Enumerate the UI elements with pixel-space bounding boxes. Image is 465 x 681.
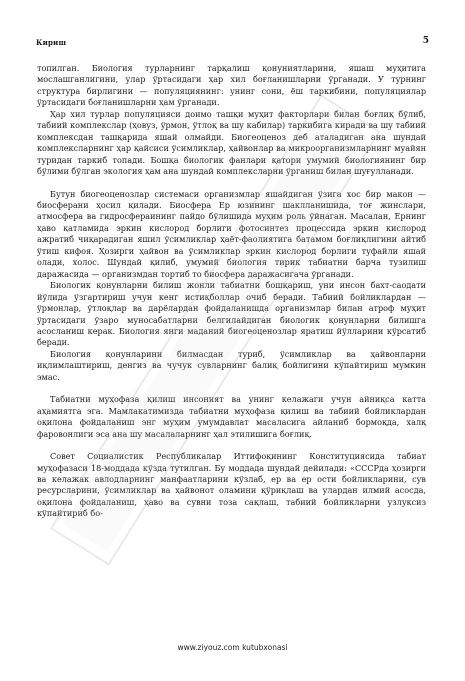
paragraph-acclimatization: Биология қонунларини билмасдан туриб, ўсимликлар ва ҳайвонларни иқлимлаштириш, денгиз ва чучук сувларнинг балиқ бойлигини кўпайтириш мумкин эмас. bbox=[37, 348, 426, 382]
paragraph-gap bbox=[37, 383, 426, 394]
paragraph-biosphere: Бутун биогеоценозлар системаси организмлар яшайдиган ўзига хос бир макон — биосферани ҳосил қилади. Биосфера Ер юзининг шаклланишида, тоғ жинслари, атмосфера ва гидросфераининг пайдо бўлишида муҳим роль ўйнаган. Масалан, Ернинг ҳаво қатламида эркин кислород борлиги фотосинтез процессида эркин кислород ажратиб чиқарадиган яшил ўсимликлар ҳаёт-фаолиятига батамом боғлиқлигини айтиб ўтиш кифоя. Ҳозирги ҳайвон ва ўсимликлар эркин кислород борлиги туфайли яшай олади, холос. Шундай қилиб, умумий биология тирик табиатни барча тузилиш даражасида — организмдан тортиб то биосфера даражасигача ўрганади. bbox=[37, 188, 426, 279]
paragraph-nature-protection: Табиатни муҳофаза қилиш инсоният ва унинг келажаги учун айниқса катта аҳамиятга эга. Мамлакатимизда табиатни муҳофаза қилиш ва табиий бойликлардан оқилона фойдаланиш энг муҳим умумдавлат масаласига айланиб бормоқда, халқ фаровонлиги эса ана шу масалаларнинг ҳал этилишига боғлиқ. bbox=[37, 394, 426, 439]
paragraph-gap bbox=[37, 178, 426, 189]
running-header bbox=[36, 38, 429, 50]
paragraph-constitution: Совет Социалистик Республикалар Иттифоқининг Конституциясида табиат муҳофазаси 18-моддада кўзда тутилган. Бу моддада шундай дейилади: «СССРда ҳозирги ва келажак авлодларнинг манфаатларини кўзлаб, ер ва ер ости бойликларини, сув ресурсларини, ўсимликлар ва ҳайвонот оламини қўриқлаш ва улардан илмий асосда, оқилона фойдаланиш, ҳаво ва сувни тоза сақлаш, табиий бойликларни узлуксиз кўпайтириб бо- bbox=[37, 451, 426, 519]
footer-source: www.ziyouz.com kutubxonasi bbox=[177, 643, 288, 652]
paragraph-gap bbox=[37, 440, 426, 451]
paragraph-biological-laws: Биологик қонунларни билиш жонли табиатни бошқариш, уни инсон бахт-саодати йўлида ўзгартириш учун кенг истиқболлар очиб беради. Табиий бойликлардан — ўрмонлар, ўтлоқлар ва дарёлардан фойдаланишда организмлар билан атроф муҳит ўртасидаги ўзаро муносабатларни белгилайдиган биологик қонунларни билишга асосланиш керак. Биология янги маданий биогеоценозлар яратиш йўлларини кўрсатиб беради. bbox=[37, 280, 426, 348]
paragraph-continuation: топилган. Биология турларнинг тарқалиш қонуниятларини, яшаш муҳитига мослашганлигини, улар ўртасидаги ҳар хил боғланишларни ўрганади. У турнинг структура бирлигини — популяциянинг: унинг сони, ёш таркибини, популяциялар ўртасидаги боғланишларни ҳам ўрганади. bbox=[37, 63, 426, 108]
running-title: Кириш bbox=[36, 38, 67, 47]
body-text bbox=[37, 63, 426, 520]
page-number: 5 bbox=[422, 36, 429, 46]
paragraph-biogeocenosis: Ҳар хил турлар популяцияси доимо ташқи муҳит факторлари билан боғлиқ бўлиб, табиий комплекслар (ҳовуз, ўрмон, ўтлоқ ва шу кабилар) таркибига киради ва шу табиий комплексдан ташқарида яшай олмайди. Биогеоценоз деб аталадиган ана шундай комплексларнинг ҳар қайсиси ўсимликлар, ҳайвонлар ва микроорганизмларнинг муайян туридан таркиб топади. Бошқа биологик фанлари қатори умумий биологиянинг бир бўлими бўлган экология ҳам ана шундай комплексларни ўрганиш билан шуғулланади. bbox=[37, 108, 426, 177]
